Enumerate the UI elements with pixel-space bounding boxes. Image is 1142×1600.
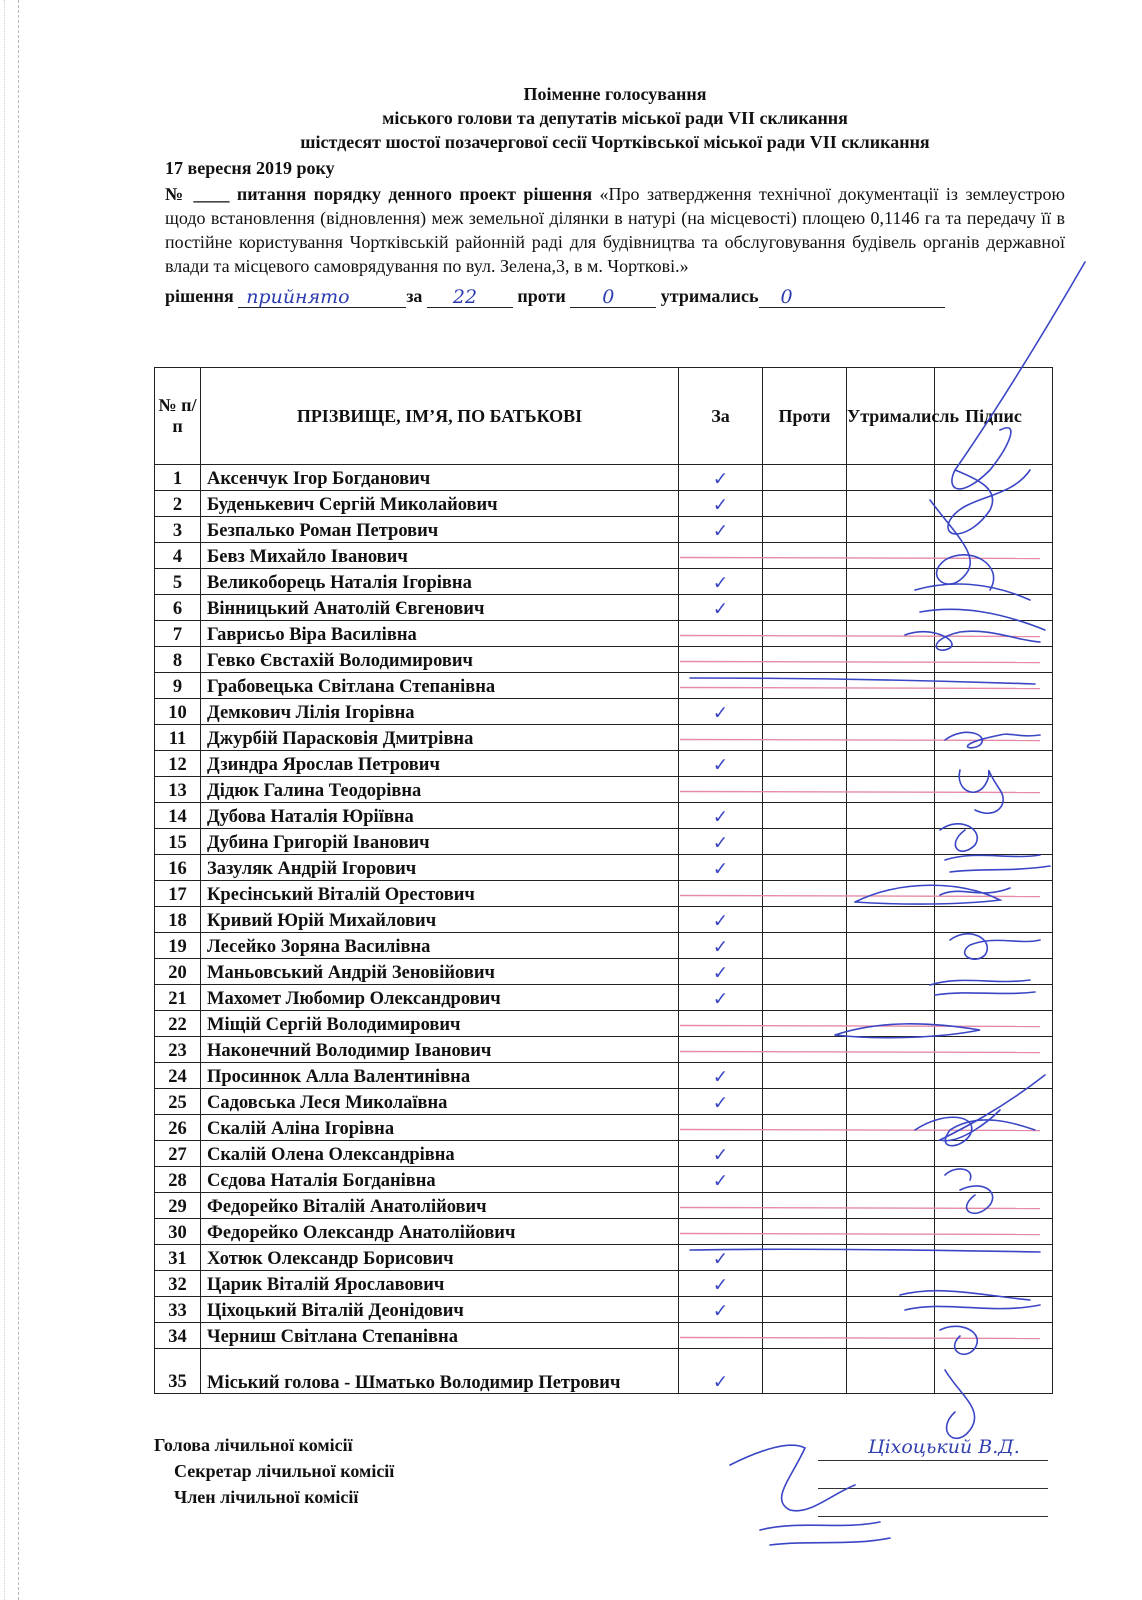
signature-scribble — [905, 631, 1040, 650]
absent-dash-line — [680, 1130, 1040, 1131]
row-name: Великоборець Наталія Ігорівна — [201, 569, 679, 595]
row-name: Дзиндра Ярослав Петрович — [201, 751, 679, 777]
decision-label: рішення — [165, 286, 234, 306]
absent-dash-line — [680, 688, 1040, 689]
row-number: 13 — [155, 777, 201, 803]
row-number: 4 — [155, 543, 201, 569]
header-num: № п/п — [155, 368, 201, 465]
row-name: Бевз Михайло Іванович — [201, 543, 679, 569]
signature-scribble — [690, 678, 1035, 684]
row-name: Аксенчук Ігор Богданович — [201, 465, 679, 491]
row-number: 33 — [155, 1297, 201, 1323]
title-line-2: міського голови та депутатів міської ради VII скликання — [382, 108, 848, 128]
row-number: 1 — [155, 465, 201, 491]
absent-dash-line — [680, 1026, 1040, 1027]
abstained-label: утримались — [660, 286, 759, 306]
row-number: 22 — [155, 1011, 201, 1037]
question-number-prefix: № — [165, 184, 187, 204]
title-line-3: шістдесят шостої позачергової сесії Чортківської міської ради VII скликання — [300, 132, 930, 152]
row-name: Наконечний Володимир Іванович — [201, 1037, 679, 1063]
abstained-value: 0 — [780, 286, 793, 308]
row-for: ✓ — [679, 1167, 763, 1193]
row-for: ✓ — [679, 1245, 763, 1271]
row-number: 32 — [155, 1271, 201, 1297]
row-name: Джурбій Парасковія Дмитрівна — [201, 725, 679, 751]
row-name: Гевко Євстахій Володимирович — [201, 647, 679, 673]
row-number: 11 — [155, 725, 201, 751]
row-for: ✓ — [679, 959, 763, 985]
row-for: ✓ — [679, 1297, 763, 1323]
row-name: Грабовецька Світлана Степанівна — [201, 673, 679, 699]
signature-scribble — [930, 500, 994, 590]
row-name: Міський голова - Шматько Володимир Петрович — [201, 1349, 679, 1394]
row-number: 26 — [155, 1115, 201, 1141]
row-name: Садовська Леся Миколаївна — [201, 1089, 679, 1115]
commission-secretary-label: Секретар лічильної комісії — [174, 1461, 395, 1481]
row-number: 23 — [155, 1037, 201, 1063]
row-name: Сєдова Наталія Богданівна — [201, 1167, 679, 1193]
session-date: 17 вересня 2019 року — [165, 158, 335, 178]
signature-scribble — [948, 470, 1030, 534]
row-for: ✓ — [679, 699, 763, 725]
row-name: Черниш Світлана Степанівна — [201, 1323, 679, 1349]
absent-dash-line — [680, 1234, 1040, 1235]
signature-scribble — [855, 885, 1010, 904]
question-text: «Про затвердження технічної документації із землеустрою щодо встановлення (відновлення) меж земельної ділянки в натурі (на місцевості) площею 0,1146 га та передачу її в постійне користування Чортківській районній раді для будівництва та обслуговування будівель органів державної влади та місцевого самоврядування по вул. Зелена,3, в м. Чорткові.» — [165, 184, 1065, 276]
chair-name-handwritten: Ціхоцький В.Д. — [868, 1436, 1020, 1458]
row-for: ✓ — [679, 517, 763, 543]
row-name: Дубова Наталія Юріївна — [201, 803, 679, 829]
row-for: ✓ — [679, 491, 763, 517]
row-number: 28 — [155, 1167, 201, 1193]
row-number: 20 — [155, 959, 201, 985]
header-abstained: Утрималисль — [847, 368, 935, 465]
row-for: ✓ — [679, 933, 763, 959]
row-name: Федорейко Олександр Анатолійович — [201, 1219, 679, 1245]
row-for: ✓ — [679, 803, 763, 829]
header-signature: Підпис — [935, 368, 1053, 465]
row-number: 2 — [155, 491, 201, 517]
row-number: 21 — [155, 985, 201, 1011]
header-for: За — [679, 368, 763, 465]
row-number: 17 — [155, 881, 201, 907]
signature-scribble — [945, 855, 1050, 872]
row-number: 29 — [155, 1193, 201, 1219]
row-name: Просиннок Алла Валентинівна — [201, 1063, 679, 1089]
row-number: 25 — [155, 1089, 201, 1115]
commission-chair-label: Голова лічильної комісії — [154, 1435, 353, 1455]
row-name: Кривий Юрій Михайлович — [201, 907, 679, 933]
row-name: Буденькевич Сергій Миколайович — [201, 491, 679, 517]
absent-dash-line — [680, 636, 1040, 637]
absent-dash-line — [680, 662, 1040, 663]
signature-scribble — [760, 1522, 890, 1545]
decision-value: прийнято — [246, 286, 350, 308]
row-for: ✓ — [679, 829, 763, 855]
row-for: ✓ — [679, 1089, 763, 1115]
row-number: 5 — [155, 569, 201, 595]
absent-dash-line — [680, 896, 1040, 897]
row-for: ✓ — [679, 1063, 763, 1089]
signature-scribble — [930, 980, 1035, 995]
row-number: 27 — [155, 1141, 201, 1167]
row-name: Дідюк Галина Теодорівна — [201, 777, 679, 803]
row-name: Царик Віталій Ярославович — [201, 1271, 679, 1297]
signature-scribble — [945, 1370, 975, 1438]
row-for: ✓ — [679, 985, 763, 1011]
row-name: Зазуляк Андрій Ігорович — [201, 855, 679, 881]
row-name: Маньовський Андрій Зеновійович — [201, 959, 679, 985]
row-name: Скалій Аліна Ігорівна — [201, 1115, 679, 1141]
row-number: 9 — [155, 673, 201, 699]
title-line-1: Поіменне голосування — [523, 84, 707, 104]
row-name: Скалій Олена Олександрівна — [201, 1141, 679, 1167]
absent-dash-line — [680, 558, 1040, 559]
header-name: ПРІЗВИЩЕ, ІМ’Я, ПО БАТЬКОВІ — [201, 368, 679, 465]
row-name: Хотюк Олександр Борисович — [201, 1245, 679, 1271]
absent-dash-line — [680, 1338, 1040, 1339]
header-against: Проти — [763, 368, 847, 465]
row-number: 3 — [155, 517, 201, 543]
signatures — [690, 262, 1085, 1545]
row-name: Міщій Сергій Володимирович — [201, 1011, 679, 1037]
signature-scribble — [952, 262, 1085, 489]
row-name: Дубина Григорій Іванович — [201, 829, 679, 855]
row-for: ✓ — [679, 465, 763, 491]
row-for: ✓ — [679, 907, 763, 933]
row-number: 16 — [155, 855, 201, 881]
signature-scribble — [945, 1169, 993, 1213]
row-number: 8 — [155, 647, 201, 673]
question-number-blank: ____ — [193, 184, 230, 204]
row-name: Кресінський Віталій Орестович — [201, 881, 679, 907]
question-bold: питання порядку денного проект рішення — [236, 184, 593, 204]
row-name: Вінницький Анатолій Євгенович — [201, 595, 679, 621]
signature-scribble — [690, 1249, 1040, 1252]
row-number: 24 — [155, 1063, 201, 1089]
row-for: ✓ — [679, 1271, 763, 1297]
row-number: 34 — [155, 1323, 201, 1349]
absent-dash-line — [680, 792, 1040, 793]
absent-dash-line — [680, 740, 1040, 741]
row-for: ✓ — [679, 569, 763, 595]
signature-scribble — [915, 584, 1045, 630]
row-for: ✓ — [679, 1141, 763, 1167]
against-value: 0 — [602, 286, 615, 308]
row-number: 15 — [155, 829, 201, 855]
row-name: Безпалько Роман Петрович — [201, 517, 679, 543]
for-label: за — [406, 286, 423, 306]
row-number: 10 — [155, 699, 201, 725]
row-for: ✓ — [679, 1349, 763, 1394]
signature-scribble — [940, 824, 977, 851]
pink-dash-lines — [680, 558, 1040, 1339]
row-number: 30 — [155, 1219, 201, 1245]
row-name: Демкович Лілія Ігорівна — [201, 699, 679, 725]
signature-scribble — [940, 1326, 977, 1354]
commission-member-label: Член лічильної комісії — [174, 1487, 359, 1507]
row-name: Гаврисьо Віра Василівна — [201, 621, 679, 647]
row-number: 31 — [155, 1245, 201, 1271]
row-for: ✓ — [679, 855, 763, 881]
row-number: 6 — [155, 595, 201, 621]
row-for: ✓ — [679, 751, 763, 777]
row-number: 35 — [155, 1349, 201, 1394]
signature-scribble — [900, 1291, 1040, 1310]
for-value: 22 — [452, 286, 478, 308]
row-number: 19 — [155, 933, 201, 959]
signature-scribble — [950, 934, 1040, 959]
against-label: проти — [517, 286, 566, 306]
row-name: Федорейко Віталій Анатолійович — [201, 1193, 679, 1219]
row-name: Махомет Любомир Олександрович — [201, 985, 679, 1011]
row-number: 7 — [155, 621, 201, 647]
absent-dash-line — [680, 1052, 1040, 1053]
row-number: 14 — [155, 803, 201, 829]
row-name: Лесейко Зоряна Василівна — [201, 933, 679, 959]
row-name: Ціхоцький Віталій Деонідович — [201, 1297, 679, 1323]
row-number: 18 — [155, 907, 201, 933]
row-for: ✓ — [679, 595, 763, 621]
row-number: 12 — [155, 751, 201, 777]
signature-scribble — [730, 1445, 855, 1511]
